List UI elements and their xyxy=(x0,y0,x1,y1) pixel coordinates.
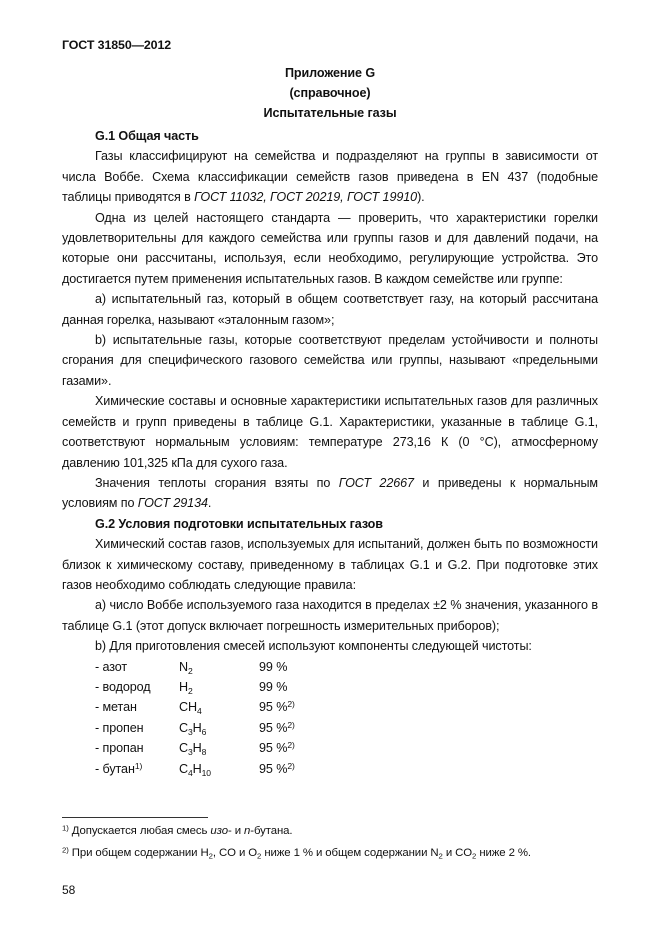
component-name: - пропен xyxy=(95,720,144,735)
paragraph: Химические составы и основные характеристики испытательных газов для различных семейств и групп приведены в таблице G.1. Характеристики, указанные в таблице G.1, соответствуют нормальным условиям: температуре 273,16 К (0 °С), атмосферному давлению 101,325 кПа для сухого газа. xyxy=(62,394,598,470)
list-item: а) испытательный газ, который в общем соответствует газу, на который рассчитана данная горелка, называют «эталонным газом»; xyxy=(62,292,598,327)
component-formula: $C_3H_6$ xyxy=(179,720,207,737)
component-purity: 99 % xyxy=(259,659,288,674)
paragraph: Газы классифицируют на семейства и подразделяют на группы в зависимости от числа Воббе. Схема классификации семейств газов приведена в EN 437 (подобные таблицы приводятся в ГОСТ 11032, ГОСТ 20219, ГОСТ 19910). xyxy=(62,149,598,205)
body-text xyxy=(62,126,598,779)
footnote-separator xyxy=(62,817,208,818)
footnote-2: $^{2)}$ При общем содержании $H_2$, CO и $O_2$ ниже 1 % и общем содержании $N_2$ и $CO_2$ ниже 2 %. xyxy=(62,845,531,861)
component-name: - азот xyxy=(95,659,128,674)
component-formula: $CH_4$ xyxy=(179,700,202,717)
component-formula: $C_3H_8$ xyxy=(179,741,207,758)
component-row xyxy=(62,759,598,779)
component-purity: 95 %$^{2)}$ xyxy=(259,699,295,715)
component-name: - метан xyxy=(95,700,137,715)
component-row xyxy=(62,697,598,717)
annex-name: Испытательные газы xyxy=(263,106,397,120)
section-heading: G.2 Условия подготовки испытательных газов xyxy=(95,516,383,531)
component-row xyxy=(62,657,598,677)
list-item: b) испытательные газы, которые соответствуют пределам устойчивости и полноты сгорания для специфического газового семейства или группы, называют «предельными газами». xyxy=(62,333,598,388)
component-purity: 95 %$^{2)}$ xyxy=(259,760,295,776)
component-row xyxy=(62,677,598,697)
list-item: b) Для приготовления смесей используют компоненты следующей чистоты: xyxy=(95,639,532,654)
standard-reference: ГОСТ 22667 xyxy=(338,475,414,490)
paragraph: Одна из целей настоящего стандарта — проверить, что характеристики горелки удовлетворительны для каждого семейства или группы газов и для давлений подачи, на которые они рассчитаны, используя, если необходимо, регулирующие устройства. Это достигается путем применения испытательных газов. В каждом семействе или группе: xyxy=(62,210,598,286)
standard-reference: ГОСТ 29134 xyxy=(137,496,208,511)
page-number: 58 xyxy=(62,883,76,897)
component-formula: $N_2$ xyxy=(179,659,193,676)
component-name: - бутан$^{1)}$ xyxy=(95,760,143,776)
paragraph: Химический состав газов, используемых для испытаний, должен быть по возможности близок к химическому составу, приведенному в таблицах G.1 и G.2. При подготовке этих газов необходимо соблюдать следующие правила: xyxy=(62,537,598,592)
annex-status: (справочное) xyxy=(289,86,371,100)
component-name: - водород xyxy=(95,679,151,694)
component-name: - пропан xyxy=(95,741,144,756)
footnote-1: $^{1)}$ Допускается любая смесь изо- и n-бутана. xyxy=(62,823,293,837)
component-purity: 95 %$^{2)}$ xyxy=(259,719,295,735)
component-formula: $C_4H_{10}$ xyxy=(179,761,211,778)
component-formula: $H_2$ xyxy=(179,679,193,696)
list-item: а) число Воббе используемого газа находится в пределах ±2 % значения, указанного в таблице G.1 (этот допуск включает погрешность измерительных приборов); xyxy=(62,598,598,633)
section-heading: G.1 Общая часть xyxy=(95,129,199,143)
standard-reference: ГОСТ 11032, ГОСТ 20219, ГОСТ 19910 xyxy=(194,190,418,205)
component-row xyxy=(62,738,598,758)
component-row xyxy=(62,718,598,738)
paragraph: Значения теплоты сгорания взяты по ГОСТ 22667 и приведены к нормальным условиям по ГОСТ 29134. xyxy=(62,475,598,511)
component-purity-list xyxy=(62,657,598,779)
component-purity: 99 % xyxy=(259,679,288,694)
document-header: ГОСТ 31850—2012 xyxy=(62,38,172,52)
component-purity: 95 %$^{2)}$ xyxy=(259,740,295,756)
annex-title: Приложение G xyxy=(284,66,376,80)
